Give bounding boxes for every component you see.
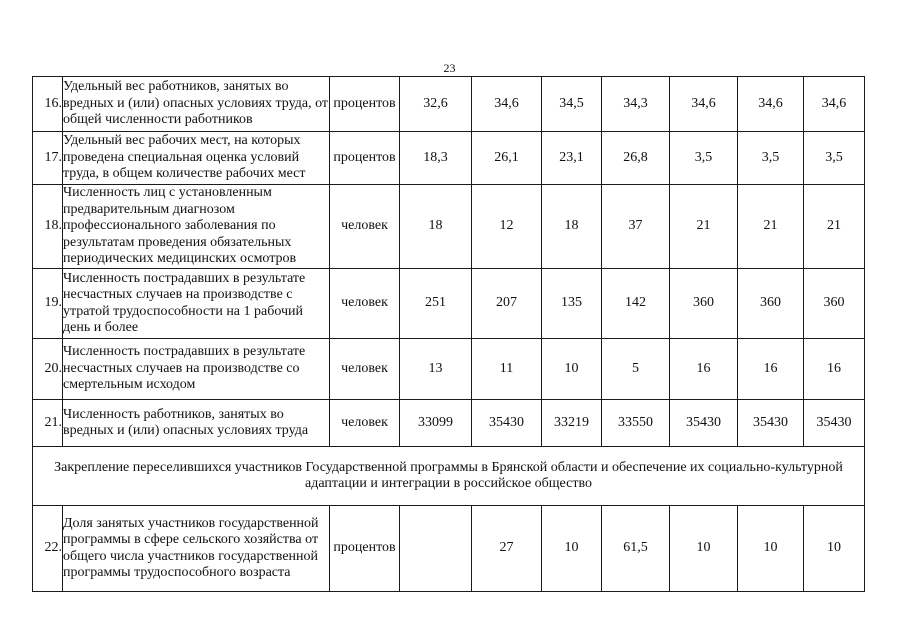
value-cell: 21 xyxy=(670,185,738,269)
value-cell: 34,6 xyxy=(472,77,542,132)
value-cell: 207 xyxy=(472,269,542,339)
row-number: 17. xyxy=(33,132,63,185)
unit-cell: человек xyxy=(330,185,400,269)
value-cell: 360 xyxy=(804,269,865,339)
row-number: 16. xyxy=(33,77,63,132)
value-cell: 32,6 xyxy=(400,77,472,132)
value-cell: 10 xyxy=(542,339,602,400)
unit-cell: процентов xyxy=(330,77,400,132)
table-row xyxy=(33,77,865,132)
value-cell: 35430 xyxy=(738,400,804,447)
value-cell: 26,8 xyxy=(602,132,670,185)
row-number: 19. xyxy=(33,269,63,339)
value-cell: 10 xyxy=(804,506,865,592)
value-cell: 135 xyxy=(542,269,602,339)
section-heading-row xyxy=(33,447,865,506)
indicators-table xyxy=(32,76,865,592)
value-cell: 3,5 xyxy=(738,132,804,185)
value-cell: 34,6 xyxy=(738,77,804,132)
indicator-name: Удельный вес рабочих мест, на которых проведена специальная оценка условий труда, в общем количестве рабочих мест xyxy=(63,132,330,185)
value-cell: 10 xyxy=(542,506,602,592)
value-cell xyxy=(400,506,472,592)
value-cell: 3,5 xyxy=(804,132,865,185)
value-cell: 33550 xyxy=(602,400,670,447)
value-cell: 27 xyxy=(472,506,542,592)
value-cell: 18 xyxy=(400,185,472,269)
unit-cell: человек xyxy=(330,400,400,447)
row-number: 18. xyxy=(33,185,63,269)
value-cell: 35430 xyxy=(670,400,738,447)
value-cell: 360 xyxy=(738,269,804,339)
value-cell: 33099 xyxy=(400,400,472,447)
value-cell: 35430 xyxy=(472,400,542,447)
value-cell: 33219 xyxy=(542,400,602,447)
value-cell: 37 xyxy=(602,185,670,269)
indicator-name: Доля занятых участников государственной программы в сфере сельского хозяйства от общего числа участников государственной программы трудоспособного возраста xyxy=(63,506,330,592)
value-cell: 23,1 xyxy=(542,132,602,185)
value-cell: 10 xyxy=(670,506,738,592)
value-cell: 35430 xyxy=(804,400,865,447)
unit-cell: процентов xyxy=(330,506,400,592)
value-cell: 61,5 xyxy=(602,506,670,592)
table-row xyxy=(33,339,865,400)
indicator-name: Численность пострадавших в результате несчастных случаев на производстве с утратой трудоспособности на 1 рабочий день и более xyxy=(63,269,330,339)
value-cell: 3,5 xyxy=(670,132,738,185)
indicator-name: Численность пострадавших в результате несчастных случаев на производстве со смертельным исходом xyxy=(63,339,330,400)
value-cell: 26,1 xyxy=(472,132,542,185)
value-cell: 360 xyxy=(670,269,738,339)
value-cell: 142 xyxy=(602,269,670,339)
unit-cell: человек xyxy=(330,339,400,400)
table-row xyxy=(33,132,865,185)
value-cell: 251 xyxy=(400,269,472,339)
value-cell: 16 xyxy=(804,339,865,400)
value-cell: 34,5 xyxy=(542,77,602,132)
indicator-name: Численность работников, занятых во вредных и (или) опасных условиях труда xyxy=(63,400,330,447)
unit-cell: человек xyxy=(330,269,400,339)
indicator-name: Удельный вес работников, занятых во вредных и (или) опасных условиях труда, от общей численности работников xyxy=(63,77,330,132)
page-number: 23 xyxy=(443,61,456,75)
value-cell: 18,3 xyxy=(400,132,472,185)
value-cell: 16 xyxy=(670,339,738,400)
table-row xyxy=(33,400,865,447)
table-row xyxy=(33,185,865,269)
value-cell: 5 xyxy=(602,339,670,400)
row-number: 21. xyxy=(33,400,63,447)
value-cell: 18 xyxy=(542,185,602,269)
section-heading: Закрепление переселившихся участников Государственной программы в Брянской области и обеспечение их социально-культурной адаптации и интеграции в российское общество xyxy=(33,447,865,506)
row-number: 22. xyxy=(33,506,63,592)
value-cell: 12 xyxy=(472,185,542,269)
value-cell: 11 xyxy=(472,339,542,400)
value-cell: 16 xyxy=(738,339,804,400)
value-cell: 13 xyxy=(400,339,472,400)
table-row xyxy=(33,269,865,339)
value-cell: 21 xyxy=(804,185,865,269)
value-cell: 34,6 xyxy=(670,77,738,132)
row-number: 20. xyxy=(33,339,63,400)
value-cell: 34,3 xyxy=(602,77,670,132)
value-cell: 34,6 xyxy=(804,77,865,132)
table-row xyxy=(33,506,865,592)
indicator-name: Численность лиц с установленным предварительным диагнозом профессионального заболевания по результатам проведения обязательных периодических медицинских осмотров xyxy=(63,185,330,269)
value-cell: 10 xyxy=(738,506,804,592)
value-cell: 21 xyxy=(738,185,804,269)
unit-cell: процентов xyxy=(330,132,400,185)
